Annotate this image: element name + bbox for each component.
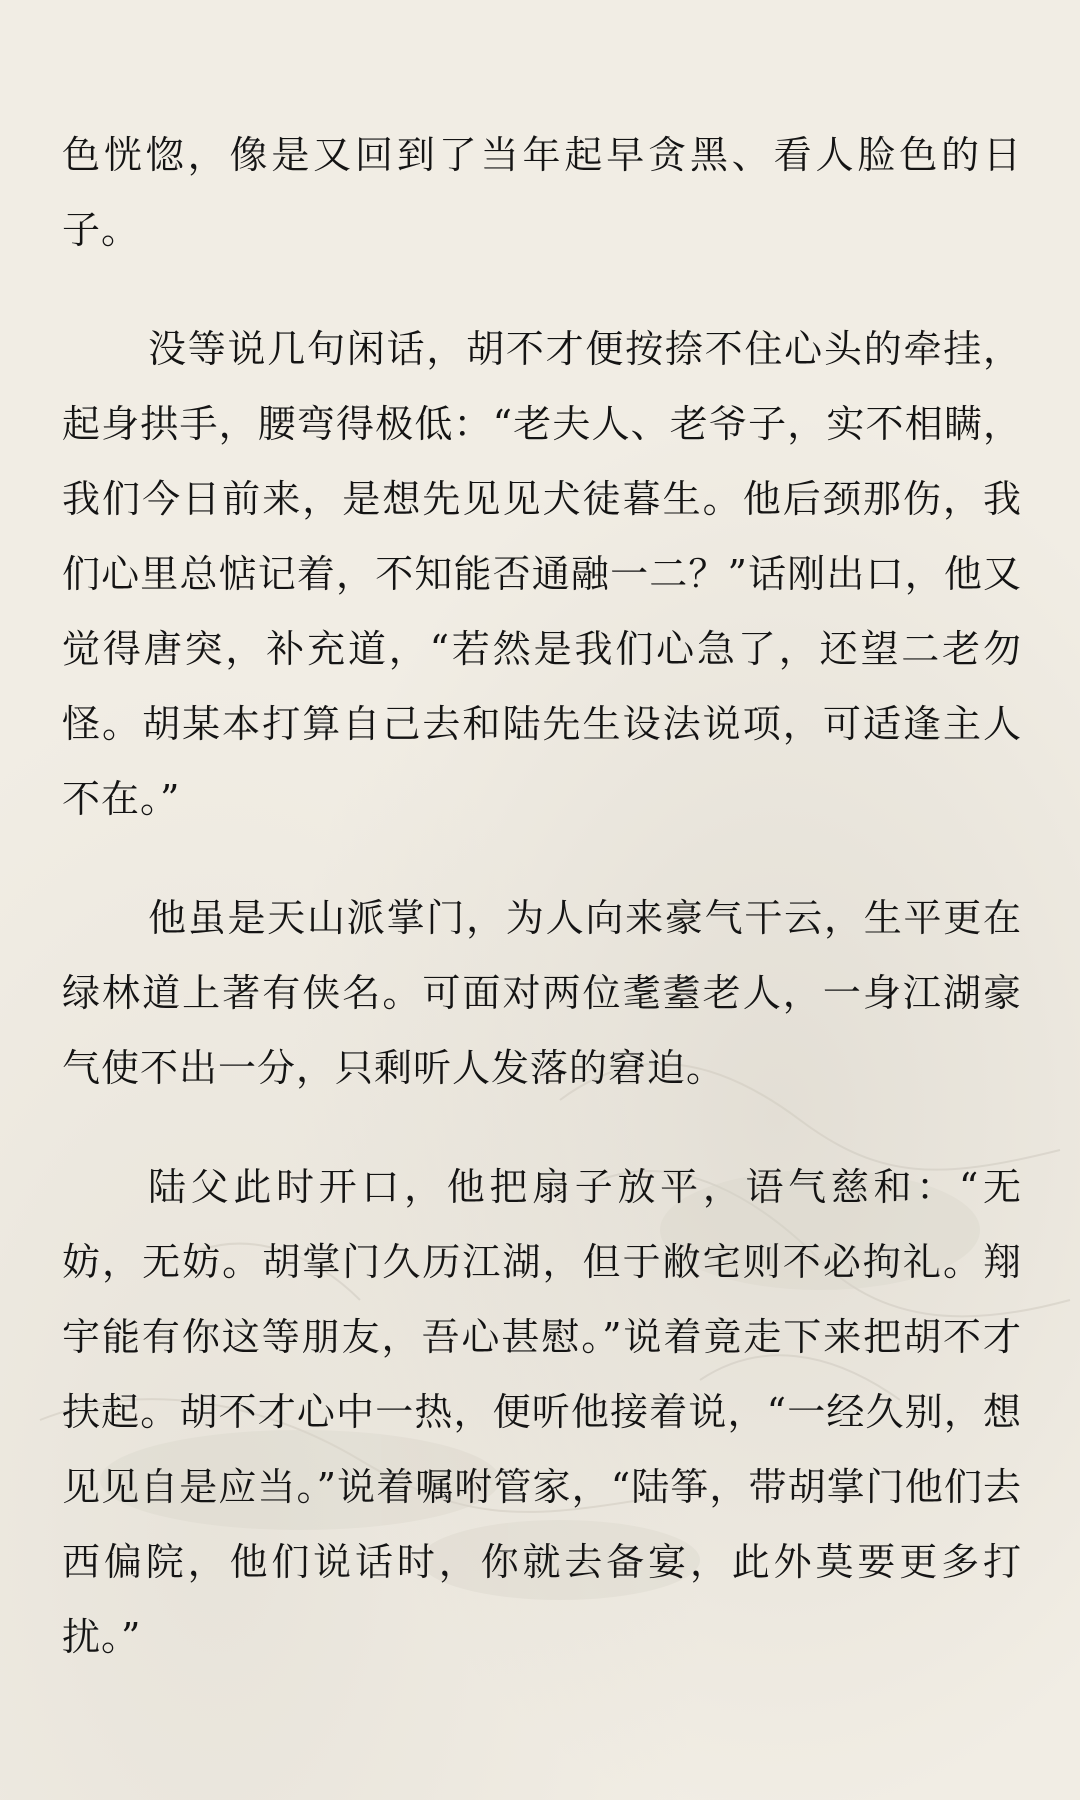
reader-text-column <box>62 118 1022 1719</box>
paragraph: 色恍惚，像是又回到了当年起早贪黑、看人脸色的日子。 <box>62 133 1022 252</box>
paragraph: 陆父此时开口，他把扇子放平，语气慈和：“无妨，无妨。胡掌门久历江湖，但于敝宅则不必拘礼。翔宇能有你这等朋友，吾心甚慰。”说着竟走下来把胡不才扶起。胡不才心中一热，便听他接着说，“一经久别，想见见自是应当。”说着嘱咐管家，“陆筝，带胡掌门他们去西偏院，他们说话时，你就去备宴，此外莫要更多打扰。” <box>62 1165 1022 1659</box>
paragraph: 没等说几句闲话，胡不才便按捺不住心头的牵挂，起身拱手，腰弯得极低：“老夫人、老爷子，实不相瞒，我们今日前来，是想先见见犬徒暮生。他后颈那伤，我们心里总惦记着，不知能否通融一二？”话刚出口，他又觉得唐突，补充道，“若然是我们心急了，还望二老勿怪。胡某本打算自己去和陆先生设法说项，可适逢主人不在。” <box>62 327 1022 821</box>
paragraph: 他虽是天山派掌门，为人向来豪气干云，生平更在绿林道上著有侠名。可面对两位耄耋老人，一身江湖豪气使不出一分，只剩听人发落的窘迫。 <box>62 896 1022 1090</box>
